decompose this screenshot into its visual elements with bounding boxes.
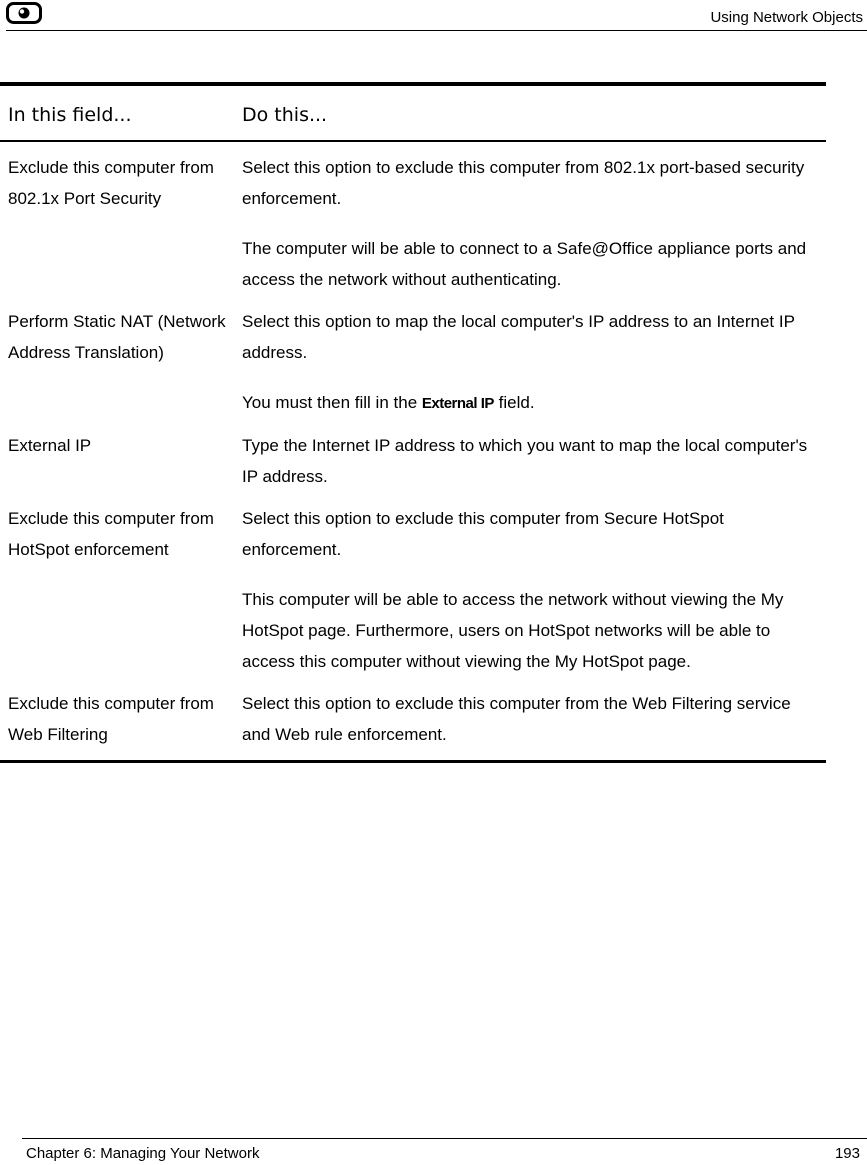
- running-header-title: Using Network Objects: [710, 9, 863, 26]
- column-header-field: In this field...: [8, 104, 132, 126]
- field-description: [242, 688, 826, 750]
- description-paragraph: [242, 387, 816, 419]
- header-divider: [6, 30, 867, 31]
- description-paragraph: Select this option to exclude this computer from Secure HotSpot enforcement.: [242, 509, 724, 559]
- description-paragraph: Select this option to exclude this computer from 802.1x port-based security enforcement.: [242, 158, 805, 208]
- footer-chapter-title: Chapter 6: Managing Your Network: [26, 1145, 260, 1162]
- fill-note-text: field.: [493, 393, 535, 412]
- footer-divider: [22, 1138, 867, 1139]
- field-description: [242, 306, 826, 419]
- table-bottom-rule: [0, 760, 826, 763]
- page-number: 193: [834, 1145, 860, 1162]
- field-description: [242, 430, 826, 492]
- description-paragraph: Select this option to map the local computer's IP address to an Internet IP address.: [242, 312, 795, 362]
- field-name: Exclude this computer from 802.1x Port Security: [8, 158, 214, 208]
- description-paragraph: Select this option to exclude this computer from the Web Filtering service and Web rule enforcement.: [242, 694, 791, 744]
- column-header-action: Do this...: [242, 104, 328, 126]
- description-paragraph: This computer will be able to access the network without viewing the My HotSpot page. Furthermore, users on HotSpot networks will be able to access this computer without viewing the My HotSpot page.: [242, 590, 784, 671]
- table-row: [0, 503, 826, 677]
- table-row: [0, 306, 826, 419]
- table-header-row: [0, 86, 826, 142]
- field-description: [242, 152, 826, 295]
- field-name: Exclude this computer from HotSpot enforcement: [8, 509, 214, 559]
- table-row: [0, 152, 826, 295]
- field-name: External IP: [8, 436, 92, 455]
- description-paragraph: The computer will be able to connect to a Safe@Office appliance ports and access the network without authenticating.: [242, 239, 807, 289]
- table-row: [0, 430, 826, 492]
- field-term-external-ip: External IP: [421, 395, 494, 412]
- table-row: [0, 688, 826, 750]
- field-name: Exclude this computer from Web Filtering: [8, 694, 214, 744]
- field-description-table: [0, 82, 826, 763]
- safe-at-office-eye-icon: [6, 2, 42, 24]
- field-description: [242, 503, 826, 677]
- description-paragraph: Type the Internet IP address to which you want to map the local computer's IP address.: [242, 436, 808, 486]
- fill-note-text: You must then fill in the: [242, 393, 422, 412]
- field-name: Perform Static NAT (Network Address Translation): [8, 312, 226, 362]
